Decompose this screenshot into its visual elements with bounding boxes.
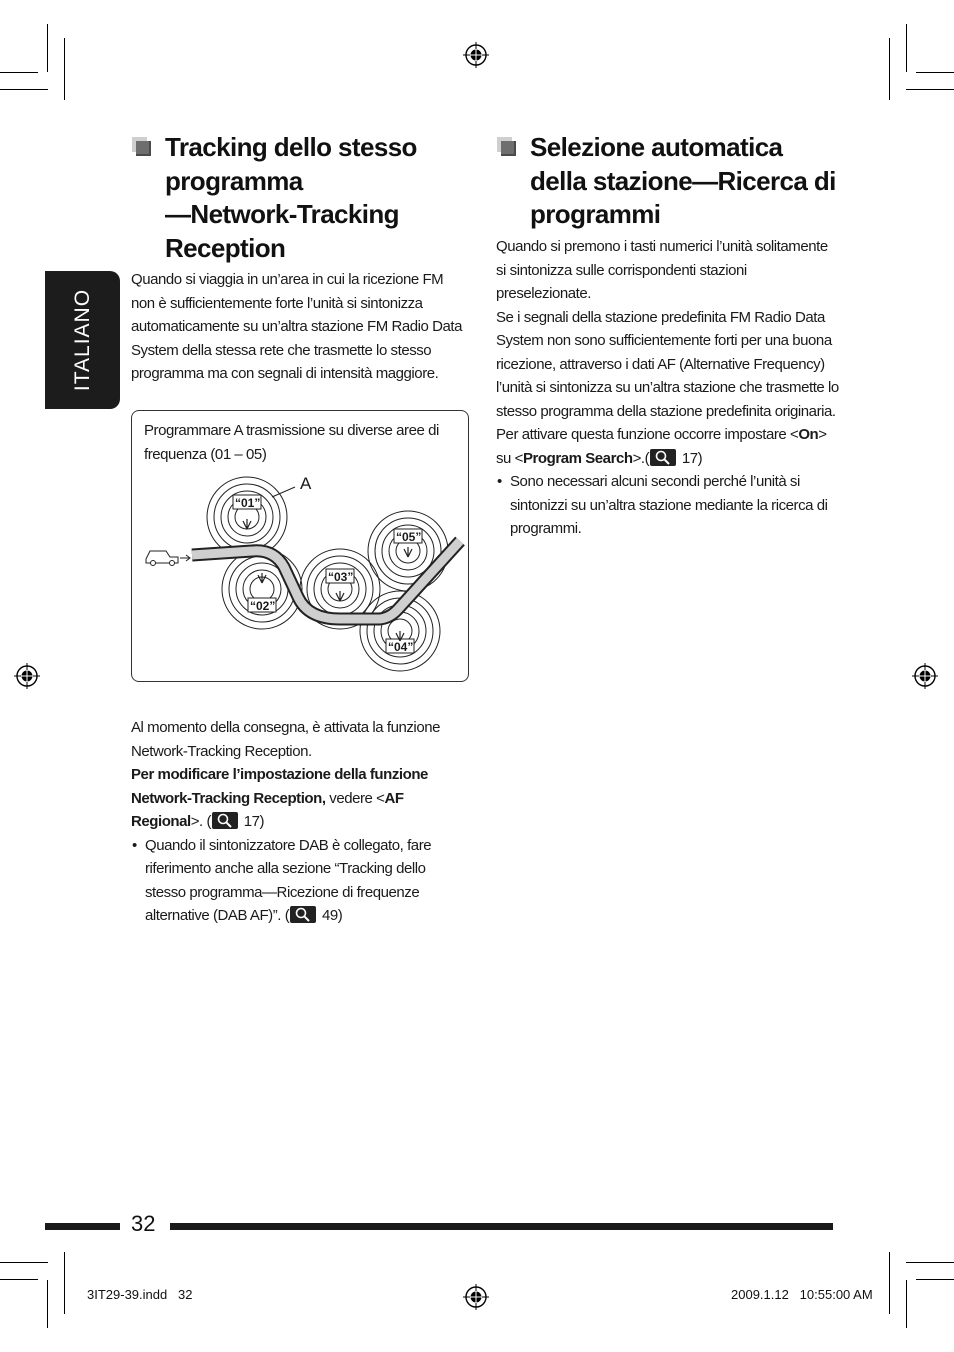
af-regional-setting: AF Regional xyxy=(131,789,404,830)
heading-line: della stazione—Ricerca di xyxy=(530,165,836,196)
change-setting-paragraph xyxy=(131,763,469,834)
left-section-heading xyxy=(165,131,465,265)
heading-line: Reception xyxy=(165,232,286,263)
station-coverage-diagram xyxy=(132,471,468,676)
heading-line: programma xyxy=(165,165,303,196)
page-number: 32 xyxy=(131,1211,156,1236)
program-search-setting: Program Search xyxy=(522,449,633,467)
dab-bullet xyxy=(131,834,469,928)
bullet-dot: • xyxy=(132,836,137,854)
left-lower-text xyxy=(131,716,469,928)
footer-bar-left xyxy=(45,1223,120,1230)
language-tab xyxy=(45,271,120,409)
station-label-05: “05” xyxy=(396,530,422,544)
delivery-note: Al momento della consegna, è attivata la funzione Network-Tracking Reception. xyxy=(131,719,440,760)
program-search-bullet xyxy=(496,470,841,541)
heading-line: —Network-Tracking xyxy=(165,199,399,229)
right-paragraph-3 xyxy=(496,423,841,470)
change-setting-page-ref: 17) xyxy=(240,813,265,830)
network-tracking-figure xyxy=(131,410,469,682)
on-setting: On xyxy=(798,426,819,443)
footer-bar-right xyxy=(170,1223,833,1230)
print-timestamp: 2009.1.12 10:55:00 AM xyxy=(731,1287,873,1302)
page-reference-icon xyxy=(290,906,316,923)
heading-line: Tracking dello stesso xyxy=(165,132,417,162)
change-setting-after: >. ( xyxy=(190,813,212,830)
dab-bullet-text: Quando il sintonizzatore DAB è collegato, fare riferimento anche alla sezione “Tracking dello stesso programma—Ricezione di frequenze alternative (DAB AF)”. ( xyxy=(145,836,432,924)
change-setting-bold: Per modificare l’impostazione della funzione Network-Tracking Reception, xyxy=(131,766,428,807)
file-info: 3IT29-39.indd 32 xyxy=(87,1287,193,1302)
right-section-heading xyxy=(530,131,850,232)
dab-bullet-page-ref: 49) xyxy=(318,907,343,924)
registration-mark-left xyxy=(14,663,40,689)
right-paragraph-2: Se i segnali della stazione predefinita FM Radio Data System non sono sufficientemente forti per una buona ricezione, attraverso i dati AF (Alternative Frequency) l’unità si sintonizza su un’altra stazione che trasmette lo stesso programma della stazione predefinita originaria. xyxy=(496,308,839,420)
registration-mark-bottom xyxy=(463,1284,489,1310)
heading-line: programmi xyxy=(530,199,661,229)
figure-pointer-label: A xyxy=(300,474,312,493)
station-label-03: “03” xyxy=(328,570,354,584)
bullet-dot: • xyxy=(497,473,502,490)
heading-line: Selezione automatica xyxy=(530,132,783,162)
left-intro-paragraph: Quando si viaggia in un’area in cui la ricezione FM non è sufficientemente forte l’unità si sintonizza automaticamente su un’altra stazione FM Radio Data System della stessa rete che trasmette lo stesso programma ma con segnali di intensità maggiore. xyxy=(131,271,463,382)
para3-text-a: Per attivare questa funzione occorre impostare < xyxy=(496,426,799,443)
registration-mark-top xyxy=(463,42,489,68)
page-reference-icon xyxy=(212,812,238,829)
para3-page-ref: 17) xyxy=(678,449,703,467)
para3-text-b: > su < xyxy=(496,426,827,467)
para3-text-c: >.( xyxy=(632,449,650,467)
page-reference-icon xyxy=(650,449,676,466)
registration-mark-right xyxy=(912,663,938,689)
program-search-bullet-text: Sono necessari alcuni secondi perché l’unità si sintonizzi su un’altra stazione mediante la ricerca di programmi. xyxy=(510,473,828,537)
change-setting-see: vedere < xyxy=(325,789,385,807)
language-tab-label: ITALIANO xyxy=(70,288,94,392)
section-square-icon xyxy=(501,141,516,156)
station-label-02: “02” xyxy=(250,599,276,613)
section-square-icon xyxy=(136,141,151,156)
station-label-04: “04” xyxy=(388,640,414,654)
right-paragraph-1: Quando si premono i tasti numerici l’unità solitamente si sintonizza sulle corrispondenti stazioni preselezionate. xyxy=(496,238,828,302)
right-body-text xyxy=(496,235,841,541)
figure-caption: Programmare A trasmissione su diverse aree di frequenza (01 – 05) xyxy=(144,422,439,463)
station-label-01: “01” xyxy=(235,496,261,510)
